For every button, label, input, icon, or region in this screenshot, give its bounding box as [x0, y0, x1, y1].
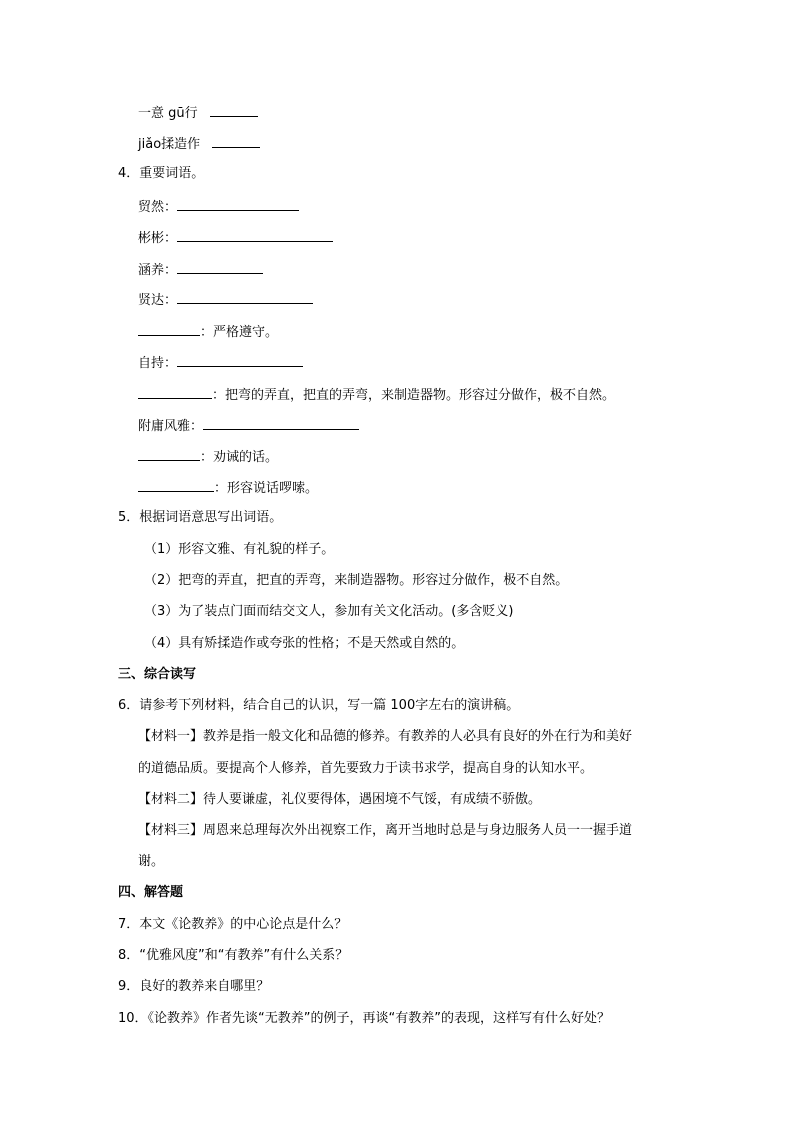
- q4-item-label: ：严格遵守。: [200, 325, 279, 340]
- pinyin-item-text: 一意 gū行: [138, 106, 198, 121]
- material-1-line-2: 的道德品质。要提高个人修养，首先要致力于读书求学，提高自身的认知水平。: [138, 761, 594, 776]
- question-4-title: 4．重要词语。: [118, 166, 205, 181]
- q5-item: （4）具有矫揉造作或夸张的性格；不是天然或自然的。: [144, 636, 465, 651]
- question-5-title: 5．根据词语意思写出词语。: [118, 510, 283, 525]
- q4-item-label: 贤达：: [138, 293, 178, 308]
- material-3-line-1: 【材料三】周恩来总理每次外出视察工作，离开当地时总是与身边服务人员一一握手道: [138, 823, 633, 838]
- q4-item: [138, 198, 299, 216]
- q4-item-label: ：把弯的弄直，把直的弄弯，来制造器物。形容过分做作，极不自然。: [212, 388, 616, 403]
- pinyin-item-text: jiǎo揉造作: [138, 137, 201, 152]
- question-9: 9．良好的教养来自哪里？: [118, 979, 270, 994]
- pinyin-item-1: [138, 104, 258, 122]
- q4-item-label: 附庸风雅：: [138, 419, 204, 434]
- pinyin-item-2: [138, 135, 260, 153]
- q4-item-label: 彬彬：: [138, 231, 178, 246]
- q4-item: [138, 354, 303, 372]
- answer-blank[interactable]: [138, 479, 214, 492]
- answer-blank[interactable]: [177, 198, 299, 211]
- q5-item: （1）形容文雅、有礼貌的样子。: [144, 542, 335, 557]
- q5-item: （2）把弯的弄直，把直的弄弯，来制造器物。形容过分做作，极不自然。: [144, 573, 569, 588]
- material-3-line-2: 谢。: [138, 854, 165, 869]
- answer-blank[interactable]: [138, 448, 200, 461]
- answer-blank[interactable]: [203, 417, 359, 430]
- q4-item: [138, 229, 333, 247]
- q4-item-label: 涵养：: [138, 263, 178, 278]
- q5-item: （3）为了装点门面而结交文人，参加有关文化活动。(多含贬义): [144, 604, 514, 619]
- q4-item-label: ：形容说话啰嗦。: [214, 481, 319, 496]
- question-6-title: 6．请参考下列材料，结合自己的认识，写一篇 100字左右的演讲稿。: [118, 698, 520, 713]
- section-3-heading: 三、综合读写: [118, 667, 197, 682]
- q4-item-label: 自持：: [138, 356, 178, 371]
- q4-item: [138, 323, 278, 341]
- q4-item: [138, 448, 278, 466]
- material-1-line-1: 【材料一】教养是指一般文化和品德的修养。有教养的人必具有良好的外在行为和美好: [138, 729, 633, 744]
- answer-blank[interactable]: [212, 135, 260, 148]
- answer-blank[interactable]: [210, 104, 258, 117]
- question-7: 7．本文《论教养》的中心论点是什么？: [118, 917, 348, 932]
- answer-blank[interactable]: [177, 261, 263, 274]
- answer-blank[interactable]: [177, 229, 333, 242]
- answer-blank[interactable]: [177, 291, 313, 304]
- q4-item: [138, 479, 318, 497]
- q4-item: [138, 417, 359, 435]
- answer-blank[interactable]: [138, 323, 200, 336]
- q4-item-label: 贸然：: [138, 200, 178, 215]
- answer-blank[interactable]: [177, 354, 303, 367]
- section-4-heading: 四、解答题: [118, 885, 184, 900]
- q4-item: [138, 261, 263, 279]
- question-8: 8．“优雅风度”和“有教养”有什么关系？: [118, 948, 349, 963]
- material-2: 【材料二】待人要谦虚，礼仪要得体，遇困境不气馁，有成绩不骄傲。: [138, 792, 542, 807]
- q4-item-label: ：劝诫的话。: [200, 450, 279, 465]
- q4-item: [138, 291, 313, 309]
- question-10: 10．《论教养》作者先谈“无教养”的例子，再谈“有教养”的表现，这样写有什么好处？: [118, 1011, 610, 1026]
- q4-item: [138, 386, 615, 404]
- answer-blank[interactable]: [138, 386, 212, 399]
